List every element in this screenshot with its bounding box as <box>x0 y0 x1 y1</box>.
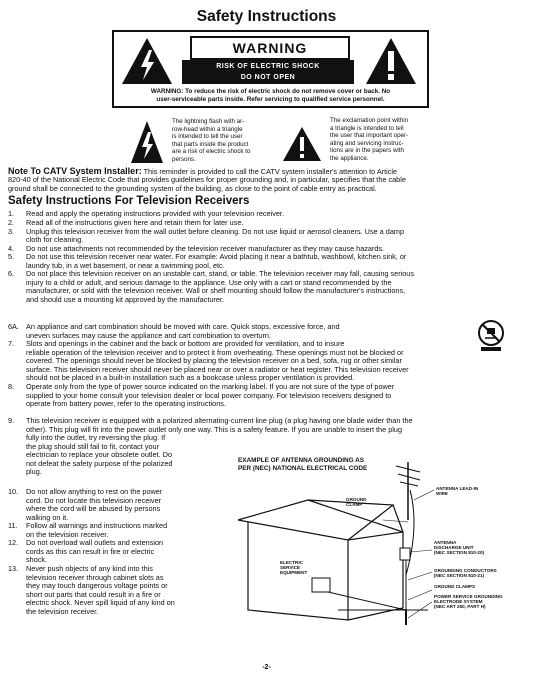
instruction-number: 8. <box>8 382 15 391</box>
house-roof <box>238 500 393 540</box>
diagram-label-line: ANTENNA <box>434 540 457 545</box>
warning-label: WARNING <box>190 36 350 60</box>
diagram-label-line: GROUND <box>346 497 367 502</box>
lightning-symbol-icon <box>130 120 164 164</box>
label-discharge-unit <box>434 540 484 556</box>
antenna-element <box>398 474 420 480</box>
instruction-number: 3. <box>8 226 15 236</box>
lightning-description-line: are a risk of electric shock to <box>172 148 251 156</box>
exclamation-description-line: a triangle is intended to tell <box>330 124 404 132</box>
warning-note-line-2: user-serviceable parts inside. Refer servicing to qualified service personnel. <box>156 96 385 103</box>
instruction-text <box>26 565 175 616</box>
instruction-line: surface. This television receiver should never be placed near or over a radiator or heat register. This television receiver <box>26 364 409 374</box>
page-title: Safety Instructions <box>196 8 337 25</box>
diagram-label-line: GROUND CLAMPS <box>434 584 476 589</box>
label-grounding-conductors <box>434 568 497 578</box>
instruction-text <box>26 228 404 245</box>
diagram-label-line: ELECTRODE SYSTEM <box>434 599 483 605</box>
exclamation-warning-icon <box>364 36 418 86</box>
instruction-line: walking on it. <box>26 512 69 522</box>
instruction-line: Unplug this television receiver from the wall outlet before cleaning. Do not use liquid or aerosol cleaners. Use a damp <box>26 226 405 236</box>
instruction-text <box>26 539 163 565</box>
instruction-line: Do not allow anything to rest on the power <box>26 487 163 496</box>
lightning-description-line: The lightning flash with ar- <box>172 118 245 125</box>
exclamation-symbol-icon <box>282 126 322 162</box>
leader-line <box>408 572 432 580</box>
instruction-text <box>26 270 414 304</box>
instruction-line: the plug should still fail to fit, contact your <box>26 441 160 451</box>
instruction-line: on the television receiver. <box>26 529 109 539</box>
section-heading: Safety Instructions For Television Receivers <box>8 195 250 207</box>
instruction-line: short out parts that could result in a fire or <box>26 589 161 599</box>
diagram-label-line: CLAMP <box>346 502 363 508</box>
instruction-line: they may touch dangerous voltage points or <box>26 581 168 590</box>
lightning-warning-icon <box>120 36 174 86</box>
catv-note-line-1: This reminder is provided to call the CATV system installer's attention to Article <box>141 167 398 176</box>
diagram-label-line: WIRE <box>436 491 448 497</box>
label-ground-clamp <box>346 497 366 507</box>
instruction-line: where the cord will be abused by persons <box>26 504 161 513</box>
exclamation-description-line: the user that important oper- <box>330 132 409 140</box>
instruction-number: 13. <box>8 564 19 573</box>
instruction-number: 11. <box>8 521 18 530</box>
instruction-number: 6A. <box>8 322 19 331</box>
instruction-line: and should use a mounting kit approved by the manufacturer. <box>26 294 224 304</box>
instruction-line: laundry tub, in a wet basement, or near a swimming pool, etc. <box>26 260 225 270</box>
discharge-unit <box>400 548 410 560</box>
lightning-description-line: persons. <box>172 155 196 163</box>
lead-in-wire <box>406 490 414 575</box>
roof-ridge <box>393 505 403 532</box>
diagram-label-line: (NEC SECTION 810-21) <box>434 573 485 579</box>
lightning-description-line: row-head within a triangle <box>172 125 243 133</box>
instruction-line: cord. Do not locate this television receiver <box>26 495 162 505</box>
instruction-line: An appliance and cart combination should be moved with care. Quick stops, excessive force, and <box>26 322 340 331</box>
lightning-description-line: is intended to tell the user <box>172 133 243 141</box>
instruction-text <box>26 253 406 270</box>
instruction-line: operate from battery power, refer to the operating instructions. <box>26 399 226 408</box>
instruction-number: 9. <box>8 416 15 425</box>
instruction-line: Do not overload wall outlets and extension <box>26 538 164 547</box>
label-ground-clamps <box>434 584 475 589</box>
diagram-label-line: SERVICE <box>280 565 301 571</box>
lightning-description <box>172 118 272 164</box>
instruction-line: other). This plug will fit into the power outlet only one way. This is a safety feature. If you are unable to insert the plug <box>26 424 402 434</box>
diagram-label-line: (NEC ART 250, PART H) <box>434 604 486 610</box>
exclamation-description <box>330 117 440 163</box>
instruction-line: manufacturer, or sold with the television receiver. Wall or shelf mounting should follow the manufacturer's instructions, <box>26 286 406 295</box>
instruction-number: 1. <box>8 209 15 218</box>
instruction-line: cords as this can result in fire or electric <box>26 546 155 556</box>
service-ground-wire <box>328 592 406 610</box>
leader-line <box>410 550 432 552</box>
diagram-title-line-1: EXAMPLE OF ANTENNA GROUNDING AS <box>238 457 365 464</box>
instruction-line: Never push objects of any kind into this <box>26 564 153 573</box>
leader-line <box>414 490 434 500</box>
instruction-line: not defeat the safety purpose of the polarized <box>26 458 173 468</box>
antenna-element <box>400 482 418 486</box>
instruction-line: cloth for cleaning. <box>26 235 84 244</box>
label-electrode-system <box>434 594 503 610</box>
instruction-line: injury to a child or adult, and serious damage to the appliance. Use only with a cart or stand recommended by the <box>26 277 392 287</box>
instruction-line: Operate only from the type of power source indicated on the marking label. If you are not sure of the type of power <box>26 382 395 391</box>
instruction-line: plug. <box>26 467 42 476</box>
diagram-label-line: ANTENNA LEAD-IN <box>436 486 479 491</box>
label-electric-service <box>280 560 307 576</box>
page-number: -2- <box>262 664 271 671</box>
warning-note-line-1: WARNING: To reduce the risk of electric shock do not remove cover or back. No <box>150 88 391 95</box>
diagram-label-line: GROUNDING CONDUCTORS <box>434 568 497 573</box>
catv-note-heading: Note To CATV System Installer: <box>8 166 142 176</box>
exclamation-description-line: tions are in the papers with <box>330 147 404 155</box>
instruction-line: Do not place this television receiver on an unstable cart, stand, or table. The television receiver may fall, causing serious <box>26 269 415 278</box>
instruction-line: shock. <box>26 555 48 564</box>
warning-note <box>112 88 429 104</box>
cart-warning-icon <box>478 320 504 352</box>
instruction-line: should not be placed in a built-in installation such as a bookcase unless proper ventilation is provided. <box>26 373 355 382</box>
instruction-text <box>26 340 409 383</box>
instruction-number: 4. <box>8 243 15 253</box>
instruction-line: This television receiver is equipped with a polarized alternating-current line plug (a plug having one blade wider than the <box>26 416 413 425</box>
catv-note-line-3: ground shall be connected to the grounding system of the building, as close to the point of cable entry as practical. <box>8 183 377 193</box>
instruction-line: reliable operation of the television receiver and to protect it from overheating. These openings must not be blocked or <box>26 347 404 357</box>
instruction-line: uneven surfaces may cause the appliance and cart combination to overturn. <box>26 330 271 340</box>
leader-line <box>408 590 432 600</box>
instruction-line: television receiver through cabinet slots as <box>26 572 164 582</box>
catv-note <box>8 167 526 193</box>
instruction-line: fully into the outlet, try reversing the plug. If <box>26 433 166 442</box>
exclamation-description-line: the appliance. <box>330 154 369 162</box>
instruction-text <box>26 323 340 340</box>
diagram-label-line: EQUIPMENT <box>280 570 308 576</box>
instruction-line: covered. The openings should never be blocked by placing the television receiver on a bed, sofa, rug or other similar <box>26 356 402 365</box>
instruction-line: Read and apply the operating instructions provided with your television receiver. <box>26 209 284 218</box>
diagram-label-line: DISCHARGE UNIT <box>434 545 474 551</box>
service-box <box>312 578 330 592</box>
label-lead-in <box>436 486 478 496</box>
instruction-line: Do not use this television receiver near water. For example: Avoid placing it near a bathtub, washbowl, kitchen sink, or <box>26 252 407 261</box>
diagram-title-line-2: PER (NEC) NATIONAL ELECTRICAL CODE <box>238 464 368 472</box>
exclamation-description-line: ating and servicing instruc- <box>330 139 404 147</box>
instruction-line: the television receiver. <box>26 606 99 616</box>
instruction-number: 10. <box>8 487 19 496</box>
diagram-label-line: ELECTRIC <box>280 560 303 565</box>
instruction-number: 6. <box>8 269 15 278</box>
diagram-label-line: POWER SERVICE GROUNDING <box>434 594 503 599</box>
leader-line <box>383 520 408 522</box>
exclamation-description-line: The exclamation point within <box>330 117 409 124</box>
instruction-line: Slots and openings in the cabinet and the back or bottom are provided for ventilation, and to insure <box>26 339 345 348</box>
instruction-line: Do not use attachments not recommended by the television receiver manufacturer as they may cause hazards. <box>26 243 385 253</box>
catv-note-line-2: 820-40 of the National Electric Code that provides guidelines for proper grounding and, in particular, specifies that the cable <box>8 175 406 185</box>
instruction-number: 5. <box>8 252 15 261</box>
instruction-line: electric shock. Never spill liquid of any kind on <box>26 598 175 607</box>
instruction-number: 7. <box>8 339 15 348</box>
instruction-text <box>26 488 162 522</box>
instruction-line: Read all of the instructions given here and retain them for later use. <box>26 218 244 227</box>
diagram-label-line: (NEC SECTION 810-20) <box>434 550 485 556</box>
warning-sub-line-2: DO NOT OPEN <box>240 74 296 81</box>
instruction-line: Follow all warnings and instructions marked <box>26 521 168 530</box>
instruction-number: 12. <box>8 538 19 547</box>
instruction-number: 2. <box>8 218 15 227</box>
instruction-text <box>26 522 167 539</box>
instruction-line: supplied to your home consult your television dealer or local power company. For television receivers designed to <box>26 390 392 400</box>
instruction-line: electrician to replace your obsolete outlet. Do <box>26 450 173 459</box>
instruction-text <box>26 383 394 409</box>
lightning-description-line: that parts inside the product <box>172 140 249 148</box>
warning-sub-line-1: RISK OF ELECTRIC SHOCK <box>216 63 320 70</box>
warning-subtext <box>182 60 354 84</box>
